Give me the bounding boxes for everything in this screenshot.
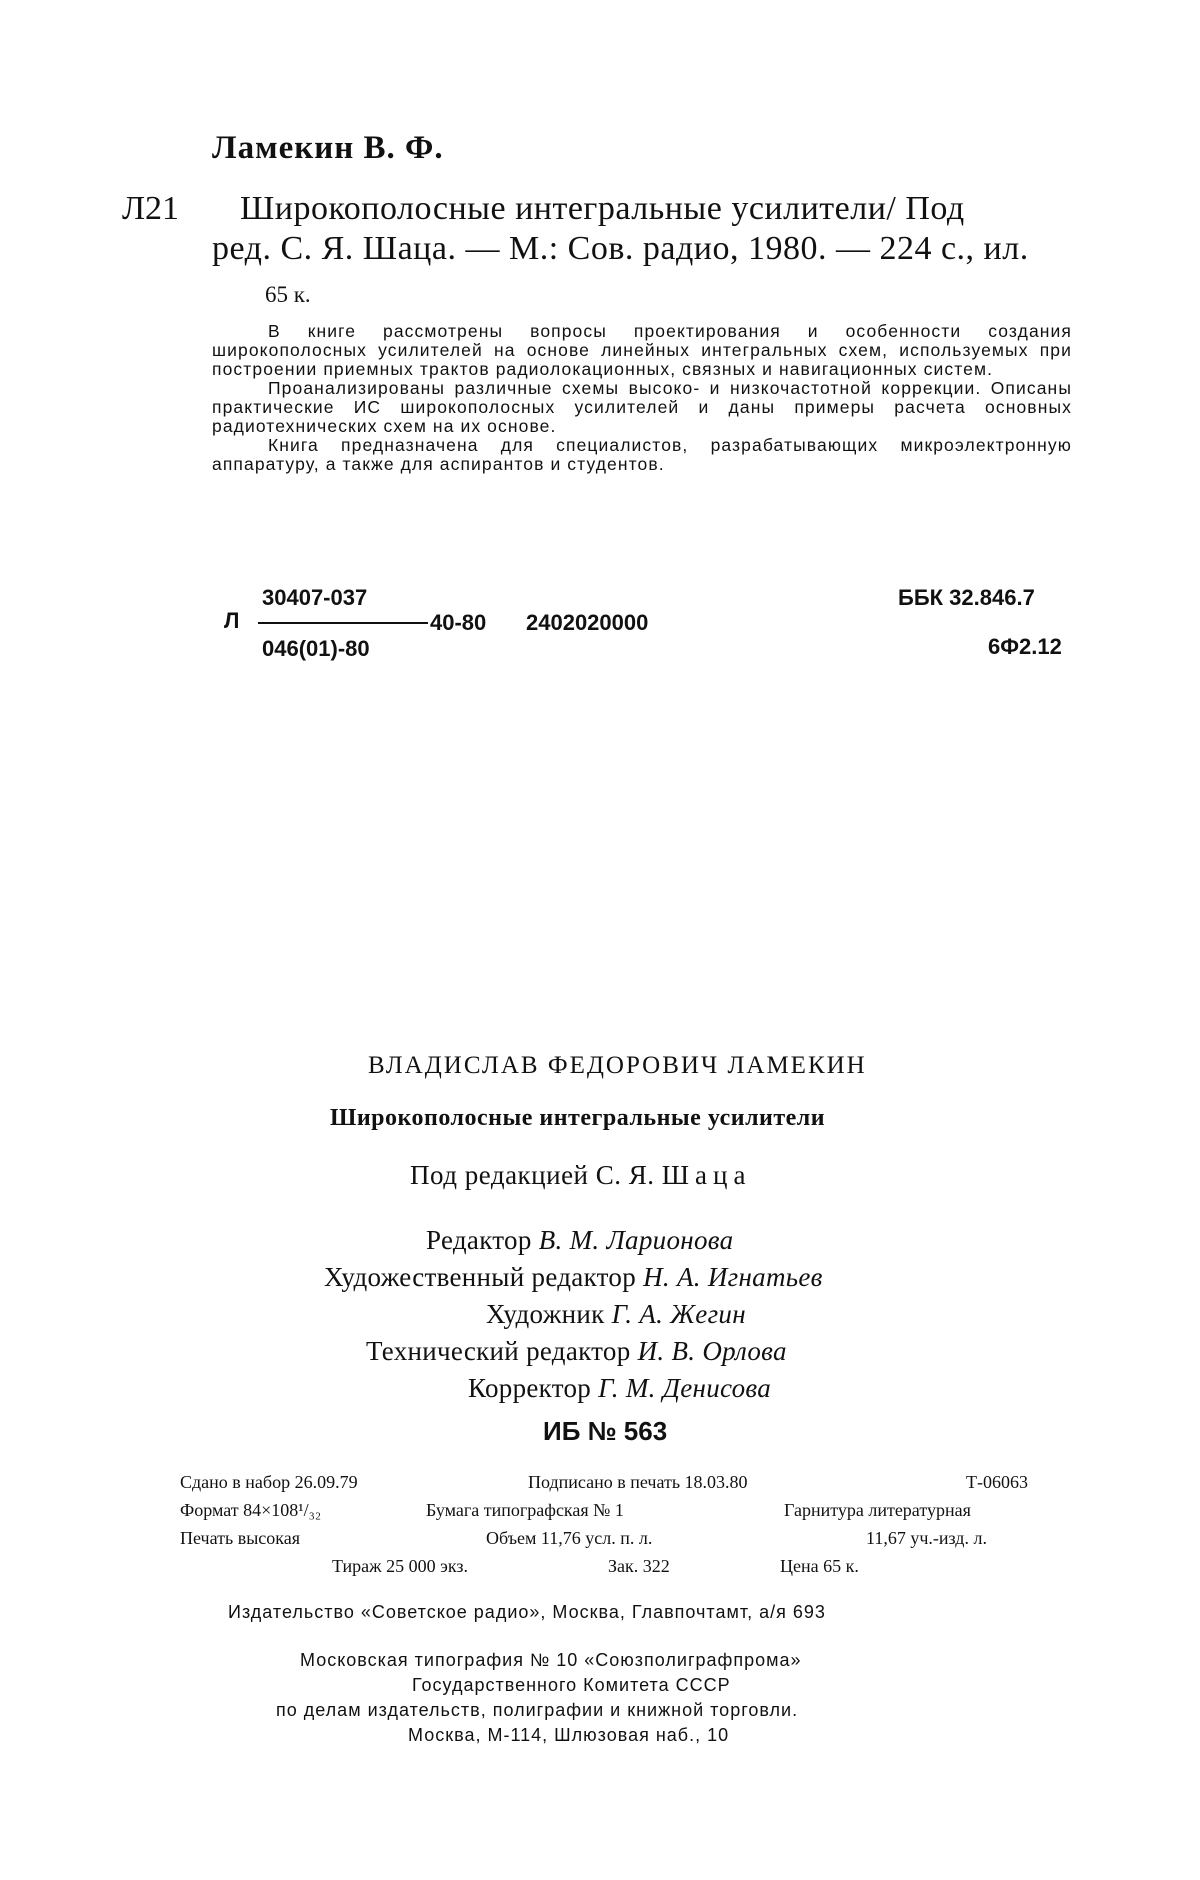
staff-role: Художник [486,1299,605,1329]
author-full-name: ВЛАДИСЛАВ ФЕДОРОВИЧ ЛАМЕКИН [368,1052,867,1079]
staff-role: Художественный редактор [324,1262,636,1292]
annotation-paragraph-2: Проанализированы различные схемы высоко- и низкочастотной коррекции. Описаны практические ИС широкополосных усилителей и даны примеры расчета основных радиотехнических схем на их основе. [212,378,1072,436]
staff-role: Корректор [468,1373,592,1403]
circulation: Тираж 25 000 экз. [332,1556,468,1576]
volume: Объем 11,76 усл. п. л. [486,1528,653,1548]
paper: Бумага типографская № 1 [426,1500,624,1520]
format: Формат 84×108¹/₃₂ [180,1500,322,1520]
staff-name: Г. А. Жегин [611,1299,746,1329]
annotation [212,322,1072,474]
staff-name: Г. М. Денисова [598,1373,772,1403]
annotation-paragraph-3: Книга предназначена для специалистов, разрабатывающих микроэлектронную аппаратуру, а также для аспирантов и студентов. [212,435,1072,474]
typeface: Гарнитура литературная [784,1500,971,1520]
staff-proofreader [468,1373,771,1404]
staff-art-editor [324,1262,823,1293]
staff-artist [486,1299,746,1330]
print-code: Т-06063 [966,1472,1028,1492]
staff-name: В. М. Ларионова [538,1225,734,1255]
classification-letter: Л [224,608,240,633]
submitted-date: Сдано в набор 26.09.79 [180,1472,358,1492]
fraction-line [258,622,428,624]
printer-line-4: Москва, М-114, Шлюзовая наб., 10 [408,1725,730,1745]
printer-line-3: по делам издательств, полиграфии и книжной торговли. [276,1700,799,1720]
classification-denominator: 046(01)-80 [262,636,370,661]
author-heading: Ламекин В. Ф. [212,130,444,166]
staff-name: Н. А. Игнатьев [643,1262,823,1292]
udk-index: 6Ф2.12 [988,634,1062,659]
classification-numerator: 30407-037 [262,585,368,610]
ib-number: ИБ № 563 [543,1416,668,1446]
classification-suffix: 40-80 [430,610,487,635]
staff-name: И. В. Орлова [637,1336,787,1366]
printing-type: Печать высокая [180,1528,301,1548]
annotation-paragraph-1: В книге рассмотрены вопросы проектирования и особенности создания широкополосных усилителей на основе линейных интегральных схем, используемых при построении приемных трактов радиолокационных, связных и навигационных систем. [212,321,1072,379]
staff-role: Редактор [426,1225,532,1255]
edited-by-name: Шаца [661,1160,752,1190]
classification-code: 2402020000 [526,610,649,635]
title-line-1: Широкополосные интегральные усилители/ Под [240,190,965,227]
catalog-code: Л21 [122,190,180,227]
printer-line-1: Московская типография № 10 «Союзполиграфпрома» [300,1650,802,1670]
price-imprint: Цена 65 к. [780,1556,859,1576]
price-line: 65 к. [265,282,311,307]
publisher: Издательство «Советское радио», Москва, Главпочтамт, а/я 693 [228,1602,826,1622]
book-title: Широкополосные интегральные усилители [330,1105,826,1131]
volume-publisher: 11,67 уч.-изд. л. [866,1528,987,1548]
staff-editor [426,1225,733,1256]
printer-line-2: Государственного Комитета СССР [412,1675,731,1695]
staff-role: Технический редактор [366,1336,631,1366]
signed-date: Подписано в печать 18.03.80 [528,1472,748,1492]
edited-by-prefix: Под редакцией С. Я. [410,1160,655,1190]
order-number: Зак. 322 [608,1556,670,1576]
bbk-index: ББК 32.846.7 [898,585,1035,610]
title-line-2: ред. С. Я. Шаца. — М.: Сов. радио, 1980. — 224 с., ил. [212,230,1029,267]
edited-by [410,1160,751,1191]
staff-tech-editor [366,1336,787,1367]
